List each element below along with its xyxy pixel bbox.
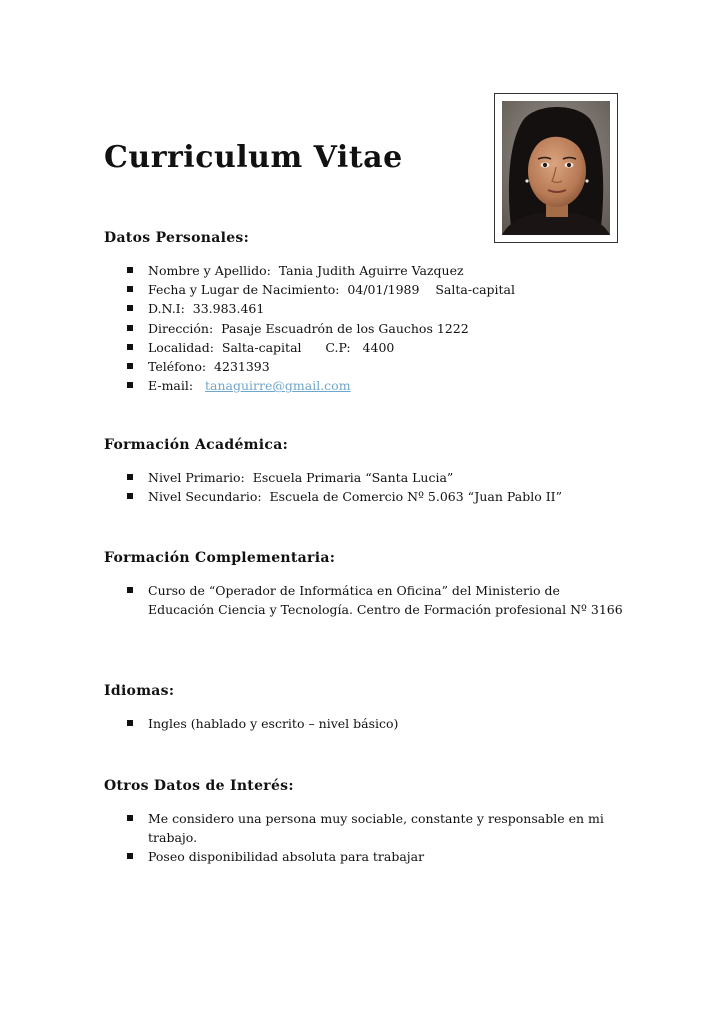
section-heading: Formación Académica: (104, 437, 289, 453)
list-item-text: Ingles (hablado y escrito – nivel básico) (148, 716, 399, 731)
list-item-text: Dirección: Pasaje Escuadrón de los Gauchos 1222 (148, 320, 469, 336)
list-item-text: Fecha y Lugar de Nacimiento: 04/01/1989 Salta-capital (148, 282, 515, 298)
list-item-text: Nivel Primario: Escuela Primaria “Santa Lucia” (148, 470, 454, 485)
other-list (104, 809, 624, 867)
list-item (104, 299, 624, 318)
list-item (104, 338, 624, 357)
languages-list (104, 714, 624, 733)
list-item-text: Nombre y Apellido: Tania Judith Aguirre Vazquez (148, 263, 464, 278)
section-academic (104, 436, 624, 506)
section-heading: Datos Personales: (104, 230, 250, 246)
list-item (104, 487, 624, 506)
list-item (104, 357, 624, 376)
list-item (104, 280, 624, 299)
personal-data-list (104, 261, 624, 395)
list-item-text: Poseo disponibilidad absoluta para trabajar (148, 849, 425, 865)
section-heading: Idiomas: (104, 683, 175, 699)
list-item-text: Nivel Secundario: Escuela de Comercio Nº 5.063 “Juan Pablo II” (148, 489, 562, 505)
square-bullet-icon (127, 587, 133, 593)
list-item (104, 376, 624, 395)
square-bullet-icon (127, 305, 133, 311)
email-link[interactable]: tanaguirre@gmail.com (205, 378, 351, 394)
document-title: Curriculum Vitae (104, 140, 403, 175)
list-item-text: Localidad: Salta-capital C.P: 4400 (148, 339, 395, 355)
square-bullet-icon (127, 286, 133, 292)
section-heading: Formación Complementaria: (104, 550, 336, 566)
square-bullet-icon (127, 720, 133, 726)
square-bullet-icon (127, 363, 133, 369)
complementary-list (104, 581, 624, 619)
profile-photo (502, 101, 610, 235)
section-languages (104, 682, 624, 733)
square-bullet-icon (127, 344, 133, 350)
list-item (104, 809, 624, 847)
profile-photo-frame (494, 93, 618, 243)
section-personal-data (104, 229, 624, 395)
section-other (104, 777, 624, 867)
square-bullet-icon (127, 267, 133, 273)
list-item-text: D.N.I: 33.983.461 (148, 301, 265, 317)
square-bullet-icon (127, 815, 133, 821)
square-bullet-icon (127, 474, 133, 480)
square-bullet-icon (127, 325, 133, 331)
section-complementary (104, 549, 624, 619)
list-item (104, 261, 624, 280)
square-bullet-icon (127, 853, 133, 859)
academic-list (104, 468, 624, 506)
list-item (104, 581, 624, 619)
square-bullet-icon (127, 382, 133, 388)
list-item (104, 847, 624, 866)
list-item (104, 319, 624, 338)
list-item-text: Curso de “Operador de Informática en Oficina” del Ministerio de Educación Ciencia y Tecnología. Centro de Formación profesional Nº 3166 (148, 583, 623, 618)
list-item-text: Teléfono: 4231393 (148, 359, 270, 375)
list-item (104, 468, 624, 487)
list-item (104, 714, 624, 733)
email-label: E-mail: (148, 378, 206, 394)
section-heading: Otros Datos de Interés: (104, 778, 294, 794)
square-bullet-icon (127, 493, 133, 499)
list-item-text: Me considero una persona muy sociable, constante y responsable en mi trabajo. (148, 811, 608, 846)
